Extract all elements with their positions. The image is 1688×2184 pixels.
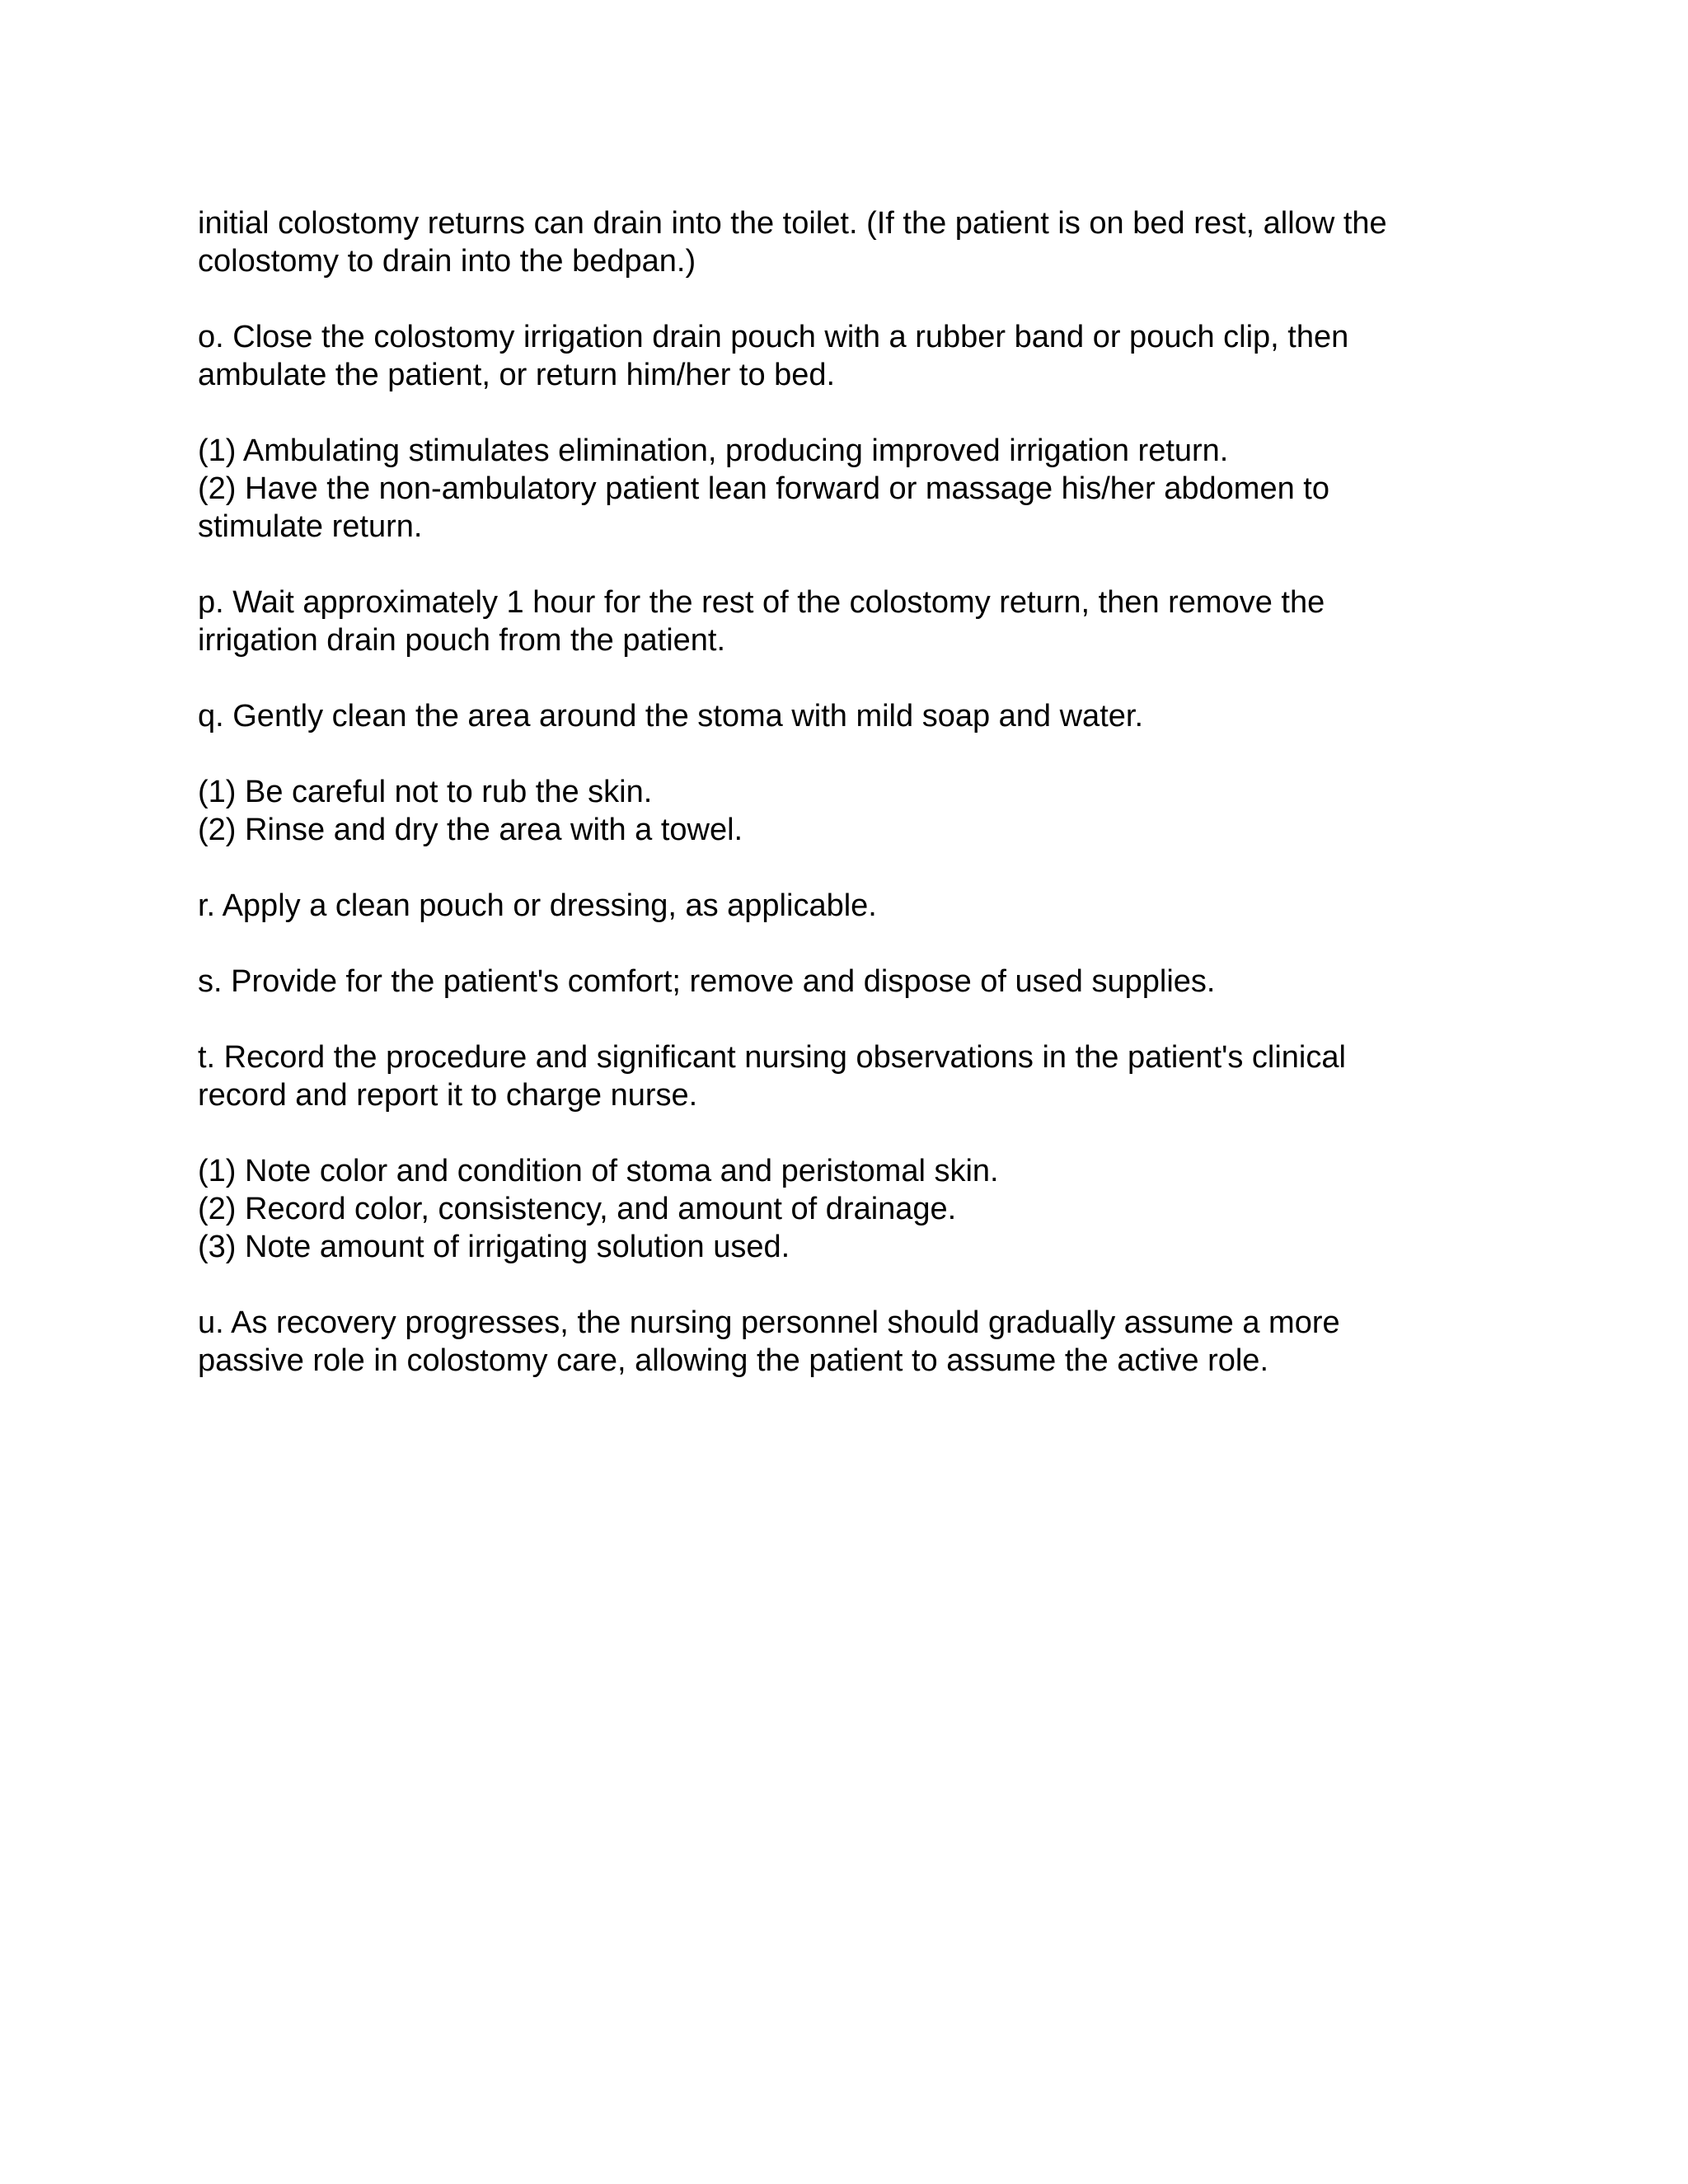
paragraph-step-u: [198, 1304, 1500, 1380]
paragraph-step-t: [198, 1038, 1500, 1114]
paragraph-continuation: [198, 204, 1500, 280]
text-line: stimulate return.: [198, 509, 423, 544]
paragraph-step-r: [198, 887, 1500, 925]
text-line: colostomy to drain into the bedpan.): [198, 244, 696, 279]
paragraph-step-o-notes: [198, 432, 1500, 546]
document-body: [198, 204, 1500, 1380]
text-line: s. Provide for the patient's comfort; remove and dispose of used supplies.: [198, 964, 1216, 999]
text-line: (1) Be careful not to rub the skin.: [198, 775, 653, 809]
paragraph-step-p: [198, 583, 1500, 659]
paragraph-step-q: [198, 697, 1500, 735]
text-line: (1) Ambulating stimulates elimination, producing improved irrigation return.: [198, 434, 1229, 468]
text-line: (2) Rinse and dry the area with a towel.: [198, 813, 743, 847]
text-line: (2) Have the non-ambulatory patient lean forward or massage his/her abdomen to: [198, 471, 1329, 506]
text-line: u. As recovery progresses, the nursing personnel should gradually assume a more: [198, 1305, 1340, 1340]
text-line: q. Gently clean the area around the stoma with mild soap and water.: [198, 699, 1143, 733]
text-line: r. Apply a clean pouch or dressing, as applicable.: [198, 888, 877, 923]
text-line: t. Record the procedure and significant nursing observations in the patient's clinical: [198, 1040, 1346, 1075]
text-line: irrigation drain pouch from the patient.: [198, 623, 726, 658]
paragraph-step-q-notes: [198, 773, 1500, 849]
paragraph-step-o: [198, 318, 1500, 394]
text-line: p. Wait approximately 1 hour for the rest of the colostomy return, then remove the: [198, 585, 1325, 620]
text-line: (2) Record color, consistency, and amount of drainage.: [198, 1192, 957, 1226]
text-line: o. Close the colostomy irrigation drain pouch with a rubber band or pouch clip, then: [198, 320, 1349, 354]
text-line: ambulate the patient, or return him/her to bed.: [198, 358, 836, 392]
paragraph-step-s: [198, 963, 1500, 1001]
text-line: passive role in colostomy care, allowing the patient to assume the active role.: [198, 1343, 1268, 1378]
text-line: (1) Note color and condition of stoma and peristomal skin.: [198, 1154, 999, 1188]
paragraph-step-t-notes: [198, 1152, 1500, 1266]
text-line: (3) Note amount of irrigating solution used.: [198, 1230, 790, 1264]
text-line: record and report it to charge nurse.: [198, 1078, 698, 1113]
text-line: initial colostomy returns can drain into the toilet. (If the patient is on bed rest, allow the: [198, 206, 1387, 241]
